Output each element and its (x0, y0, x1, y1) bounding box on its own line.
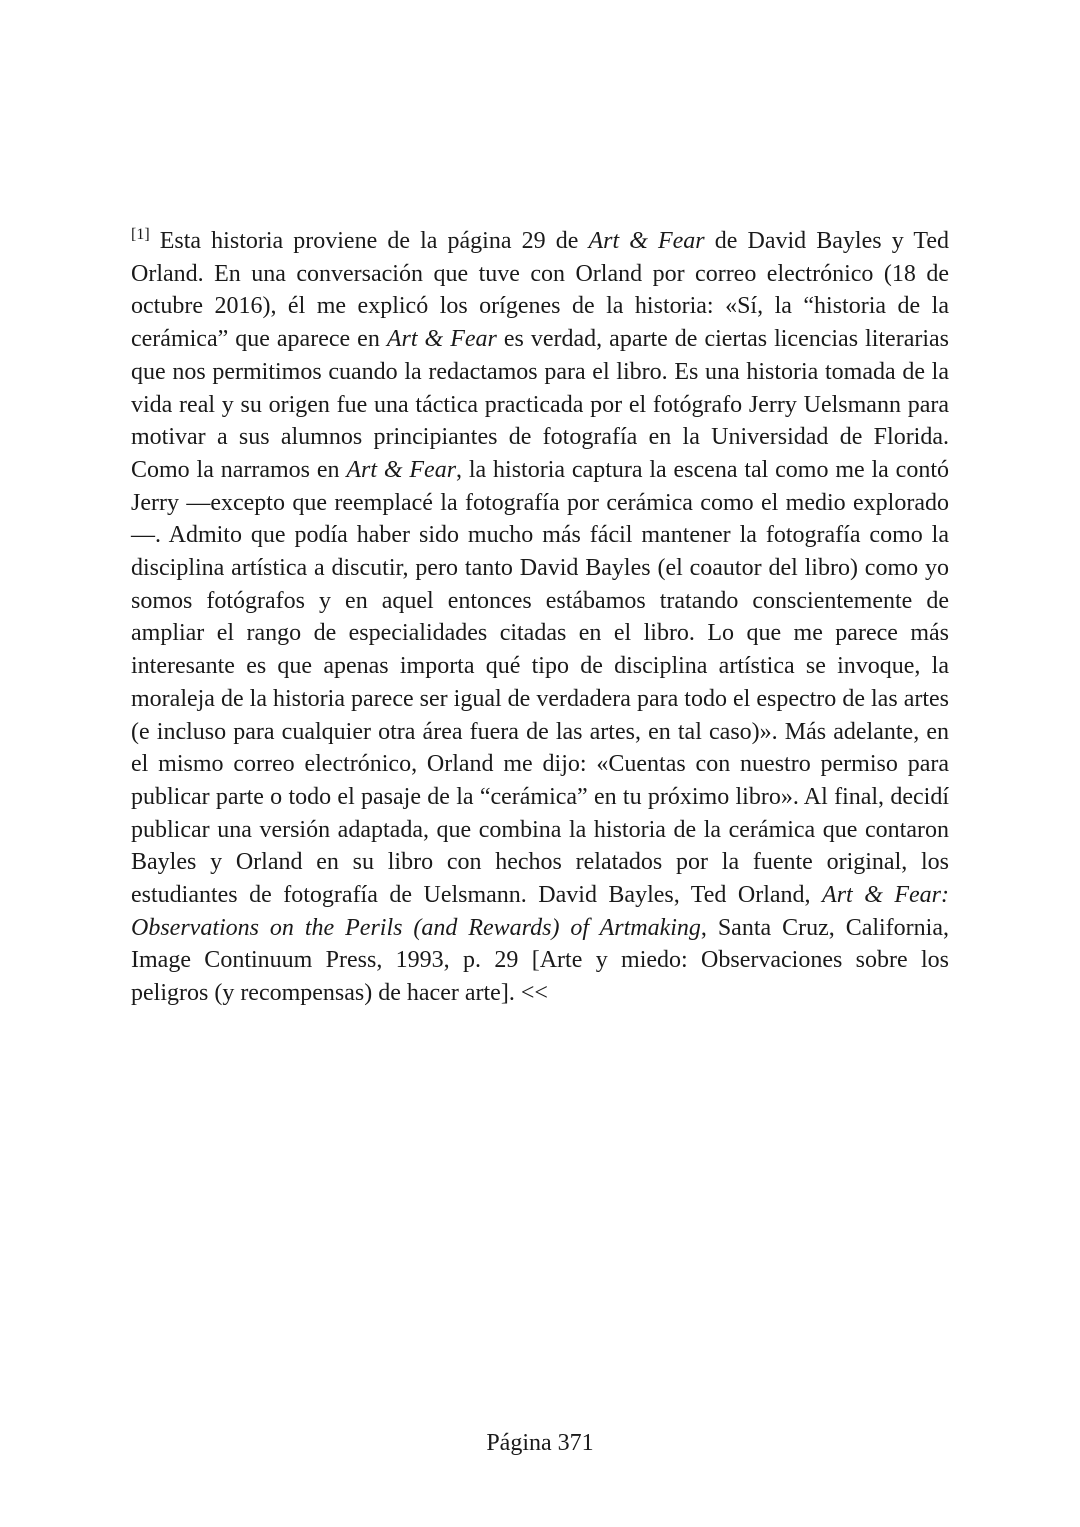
page-number: Página 371 (486, 1430, 594, 1456)
book-title-italic: Art & Fear (588, 228, 705, 254)
footnote-text-segment: , Santa Cruz, California, Image Continuum Press, 1993, p. 29 [Arte y miedo: Observaciones sobre los peligros (y recompensas) de hacer arte]. (131, 914, 949, 1007)
footnote-text-segment: de David Bayles y Ted Orland. En una conversación que tuve con Orland por correo electrónico (18 de octubre 2016), él me explicó los orígenes de la historia: «Sí, la “historia de la cerámica” que aparece en (131, 228, 949, 353)
book-title-italic: Art & Fear (346, 456, 457, 483)
footnote-text (131, 225, 949, 1010)
footnote-text-segment: Esta historia proviene de la página 29 de (149, 228, 589, 254)
footnote-text-segment: , la historia captura la escena tal como me la contó Jerry —excepto que reemplacé la fotografía por cerámica como el medio explorado—. Admito que podía haber sido mucho más fácil mantener la fotografía como la disciplina artística a discutir, pero tanto David Bayles (el coautor del libro) como yo somos fotógrafos y en aquel entonces estábamos tratando conscientemente de ampliar el rango de especialidades citadas en el libro. Lo que me parece más interesante es que apenas importa qué tipo de disciplina artística se invoque, la moraleja de la historia parece ser igual de verdadera para todo el espectro de las artes (e incluso para cualquier otra área fuera de las artes, en tal caso)». Más adelante, en el mismo correo electrónico, Orland me dijo: «Cuentas con nuestro permiso para publicar parte o todo el pasaje de la “cerámica” en tu próximo libro». Al final, decidí publicar una versión adaptada, que combina la historia de la cerámica que contaron Bayles y Orland en su libro con hechos relatados por la fuente original, los estudiantes de fotografía de Uelsmann. David Bayles, Ted Orland, (131, 456, 949, 909)
back-link[interactable]: << (520, 980, 548, 1007)
book-title-italic: Art & Fear (386, 326, 497, 353)
footnote-reference[interactable]: [1] (131, 226, 150, 243)
book-title-italic: Art & Fear: Observations on the Perils (and Rewards) of Artmaking (131, 882, 949, 941)
footnote-text-segment: es verdad, aparte de ciertas licencias literarias que nos permitimos cuando la redactamos para el libro. Es una historia tomada de la vida real y su origen fue una táctica practicada por el fotógrafo Jerry Uelsmann para motivar a sus alumnos principiantes de fotografía en la Universidad de Florida. Como la narramos en (131, 326, 949, 483)
